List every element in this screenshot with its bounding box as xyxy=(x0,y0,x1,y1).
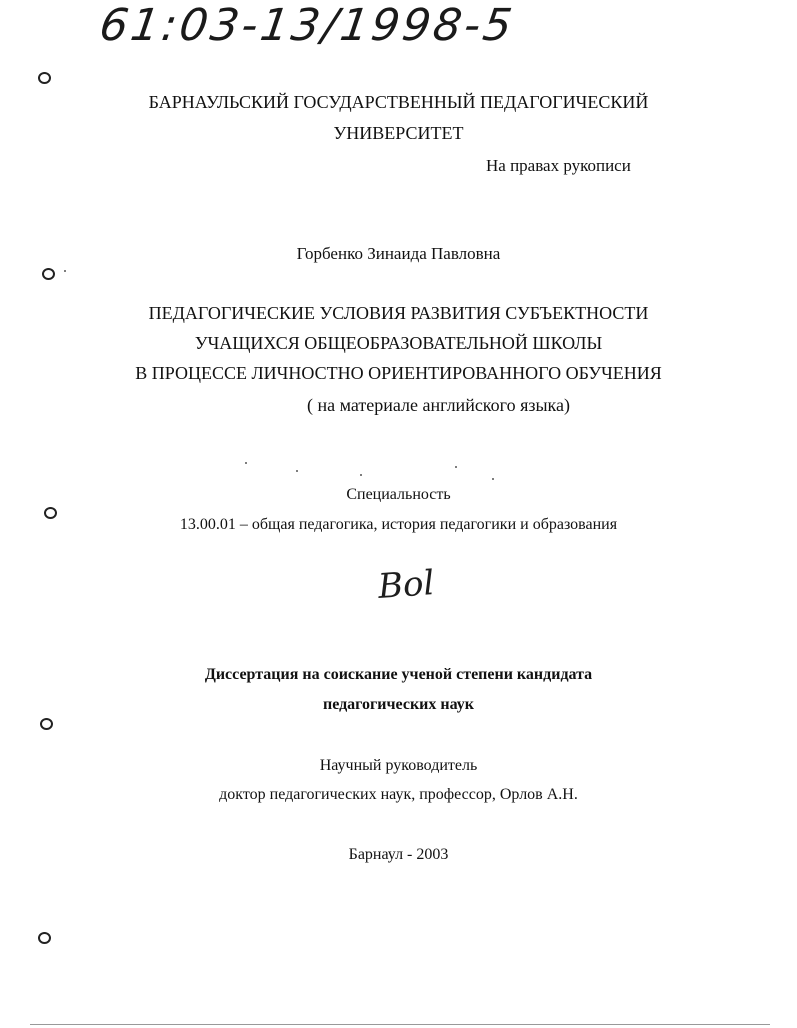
manuscript-note: На правах рукописи xyxy=(486,156,631,175)
dissertation-line2: педагогических наук xyxy=(322,696,475,713)
author-name: Горбенко Зинаида Павловна xyxy=(296,244,501,263)
thesis-title-line1: ПЕДАГОГИЧЕСКИЕ УСЛОВИЯ РАЗВИТИЯ СУБЪЕКТНОСТИ xyxy=(148,303,649,323)
punch-hole-icon xyxy=(40,718,53,730)
scan-speck xyxy=(64,270,66,272)
punch-hole-icon xyxy=(42,268,55,280)
page-edge-divider xyxy=(30,1024,770,1025)
university-name-line2: УНИВЕРСИТЕТ xyxy=(333,123,464,143)
scan-speck xyxy=(296,470,298,472)
handwritten-signature: Bol xyxy=(376,563,436,607)
thesis-title-line2: УЧАЩИХСЯ ОБЩЕОБРАЗОВАТЕЛЬНОЙ ШКОЛЫ xyxy=(194,333,603,353)
university-name-line1: БАРНАУЛЬСКИЙ ГОСУДАРСТВЕННЫЙ ПЕДАГОГИЧЕСКИЙ xyxy=(148,92,649,112)
dissertation-line1: Диссертация на соискание ученой степени кандидата xyxy=(204,666,593,683)
scan-speck xyxy=(360,474,362,476)
thesis-title-line4: ( на материале английского языка) xyxy=(306,395,571,415)
scan-speck xyxy=(245,462,247,464)
catalog-number-stamp: 61:03-13/1998-5 xyxy=(96,0,518,51)
supervisor-value: доктор педагогических наук, профессор, Орлов А.Н. xyxy=(219,786,578,803)
scan-speck xyxy=(492,478,494,480)
place-and-year: Барнаул - 2003 xyxy=(348,846,449,863)
specialty-label: Специальность xyxy=(346,486,451,503)
specialty-value: 13.00.01 – общая педагогика, история педагогики и образования xyxy=(179,516,618,533)
punch-hole-icon xyxy=(38,932,51,944)
punch-hole-icon xyxy=(38,72,51,84)
scan-speck xyxy=(455,466,457,468)
thesis-title-line3: В ПРОЦЕССЕ ЛИЧНОСТНО ОРИЕНТИРОВАННОГО ОБУЧЕНИЯ xyxy=(135,363,662,383)
supervisor-label: Научный руководитель xyxy=(319,757,478,774)
